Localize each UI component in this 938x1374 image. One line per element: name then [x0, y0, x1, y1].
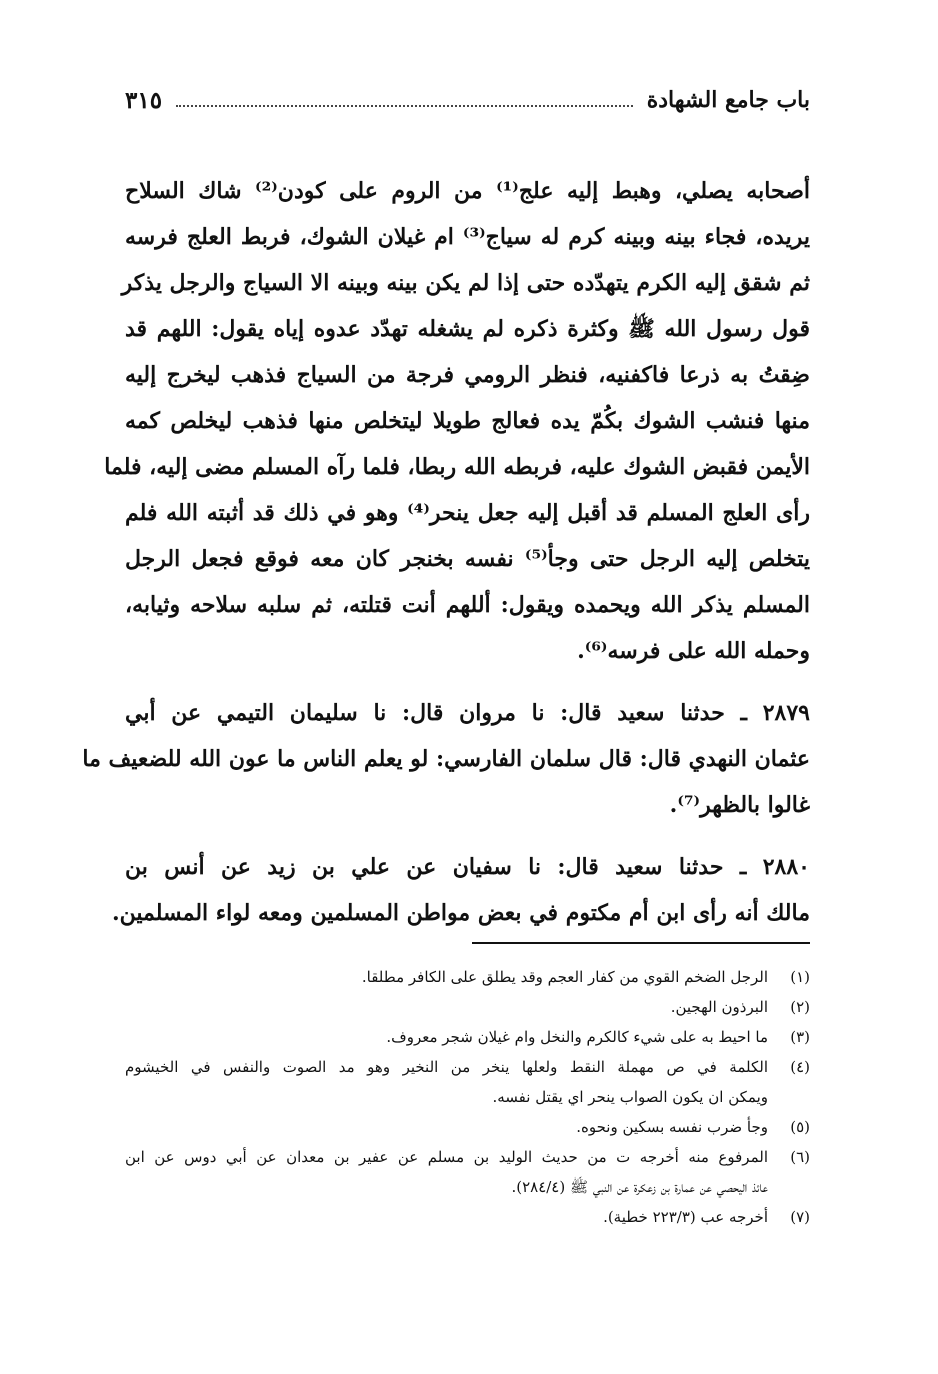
- hadith-text: ـ حدثنا سعيد قال: نا مروان قال: نا سليمان التيمي عن أبي: [125, 700, 747, 726]
- text-line: عثمان النهدي قال: قال سلمان الفارسي: لو يعلم الناس ما عون الله للضعيف ما: [82, 746, 810, 772]
- text-line: يريده، فجاء بينه وبينه كرم له سياج⁽³⁾ ام غيلان الشوك، فربط العلج فرسه: [125, 224, 810, 250]
- footnote: [125, 1112, 810, 1142]
- footnote-text: عائذ اليحصي عن عمارة بن زعكرة عن النبي ﷺ (٢٨٤/٤).: [511, 1178, 768, 1196]
- text-line: يتخلص إليه الرجل حتى وجأ⁽⁵⁾ نفسه بخنجر كان معه فوقع فجعل الرجل: [125, 546, 810, 572]
- text-line: منها فنشب الشوك بكُمّ يده فعالج طويلا ليتخلص منها فذهب ليخلص كمه: [125, 408, 810, 434]
- footnote-number: (٧): [790, 1208, 810, 1226]
- footnote-number: (١): [790, 968, 810, 986]
- footnote-text: المرفوع منه أخرجه ت من حديث الوليد بن مسلم عن عفير بن معدان عن أبي دوس عن ابن: [125, 1148, 768, 1166]
- text-line: وحمله الله على فرسه⁽⁶⁾.: [577, 638, 810, 664]
- text-line: أصحابه يصلي، وهبط إليه علج⁽¹⁾ من الروم على كودن⁽²⁾ شاك السلاح: [125, 178, 810, 204]
- text-line: ضِقتُ به ذرعا فاكفنيه، فنظر الرومي فرجة من السياج فذهب ليخرج إليه: [125, 362, 810, 388]
- text-line: [125, 844, 810, 890]
- text-line: قول رسول الله ﷺ وكثرة ذكره لم يشغله تهدّد عدوه إياه يقول: اللهم قد: [125, 316, 810, 342]
- footnote: [125, 1022, 810, 1052]
- hadith-2879: [82, 690, 810, 828]
- page-number: ٣١٥: [125, 86, 163, 114]
- footnote: [125, 962, 810, 992]
- footnote-text: البرذون الهجين.: [670, 998, 768, 1016]
- paragraph-narrative: [104, 168, 810, 674]
- footnote-divider: [472, 942, 810, 944]
- text-line: المسلم يذكر الله ويحمده ويقول: أللهم أنت قتلته، ثم سلبه سلاحه وثيابه،: [125, 592, 810, 618]
- footnote: [125, 1052, 810, 1112]
- text-line: الأيمن فقبض الشوك عليه، فربطه الله ربطا، فلما رآه المسلم مضى إليه، فلما: [104, 454, 810, 480]
- footnote: [125, 992, 810, 1022]
- footnote-text: ما احيط به على شيء كالكرم والنخل وام غيلان شجر معروف.: [386, 1028, 768, 1046]
- hadith-number: ٢٨٨٠: [762, 854, 810, 880]
- footnotes: [125, 962, 810, 1232]
- footnote-number: (٦): [790, 1148, 810, 1166]
- hadith-text: ـ حدثنا سعيد قال: نا سفيان عن علي بن زيد عن أنس بن: [125, 854, 747, 880]
- main-text: [82, 168, 810, 952]
- text-line: غالوا بالظهر⁽⁷⁾.: [669, 792, 810, 818]
- footnote-number: (٣): [790, 1028, 810, 1046]
- text-line: ثم شقق إليه الكرم يتهدّده حتى إذا لم يكن بينه وبينه الا السياج والرجل يذكر: [121, 270, 810, 296]
- text-line: مالك أنه رأى ابن أم مكتوم في بعض مواطن المسلمين ومعه لواء المسلمين.: [111, 900, 810, 926]
- footnote-number: (٤): [790, 1058, 810, 1076]
- text-line: [125, 690, 810, 736]
- footnote: [125, 1142, 810, 1202]
- hadith-2880: [111, 844, 810, 936]
- footnote-text: الكلمة في ص مهملة النقط ولعلها ينخر من النخير وهو مد الصوت والنفس في الخيشوم: [125, 1058, 768, 1076]
- header-dotted-leader: [176, 105, 633, 107]
- running-header: [125, 80, 810, 120]
- text-line: رأى العلج المسلم قد أقبل إليه جعل ينحر⁽⁴⁾ وهو في ذلك قد أثبته الله فلم: [125, 500, 810, 526]
- footnote-number: (٥): [790, 1118, 810, 1136]
- footnote-text: ويمكن ان يكون الصواب ينحر اي يقتل نفسه.: [492, 1088, 768, 1106]
- footnote-text: الرجل الضخم القوي من كفار العجم وقد يطلق على الكافر مطلقا.: [361, 968, 768, 986]
- footnote: [125, 1202, 810, 1232]
- footnote-text: وجأ ضرب نفسه بسكين ونحوه.: [576, 1118, 768, 1136]
- chapter-title: باب جامع الشهادة: [646, 87, 810, 113]
- footnote-number: (٢): [790, 998, 810, 1016]
- footnote-text: أخرجه عب (٢٢٣/٣ خطية).: [603, 1208, 768, 1226]
- hadith-number: ٢٨٧٩: [762, 700, 810, 726]
